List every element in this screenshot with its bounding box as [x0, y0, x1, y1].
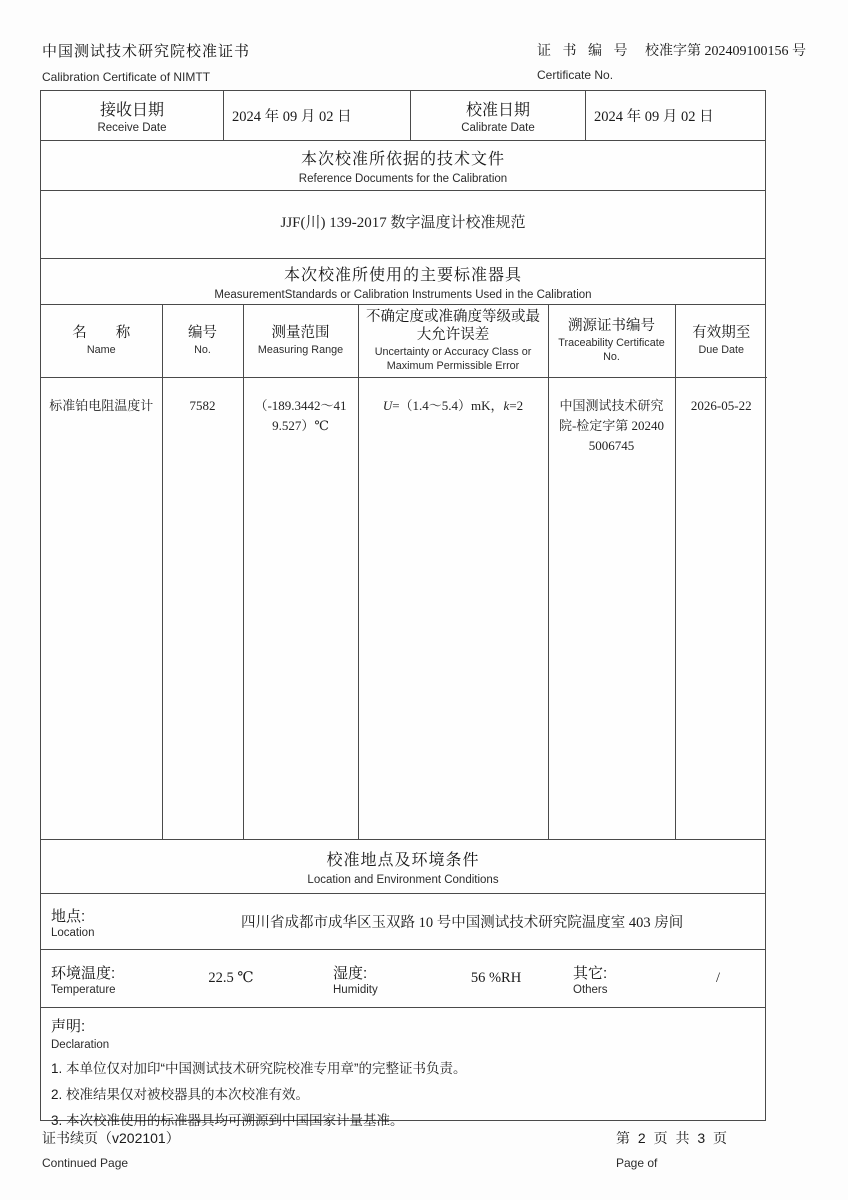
document-title-en: Calibration Certificate of NIMTT — [42, 70, 211, 84]
declaration-item-2: 2. 校准结果仅对被校器具的本次校准有效。 — [51, 1087, 310, 1102]
certificate-number-label-cn: 证 书 编 号 — [537, 44, 632, 59]
page-header — [42, 40, 806, 84]
standards-table — [41, 305, 765, 840]
header-title-block — [42, 40, 250, 84]
certificate-number-value: 校准字第 202409100156 号 — [645, 44, 806, 59]
temperature-value: 22.5 ℃ — [208, 970, 254, 986]
standards-title: 本次校准所使用的主要标准器具 MeasurementStandards or Calibration Instruments Used in the Calibration — [41, 259, 765, 305]
calibrate-date-label: 校准日期 Calibrate Date — [411, 91, 586, 140]
receive-date-label: 接收日期 Receive Date — [41, 91, 224, 140]
declaration-title-cn: 声明: — [51, 1018, 86, 1035]
reference-document-value: JJF(川) 139-2017 数字温度计校准规范 — [41, 191, 765, 259]
continued-page-label-cn: 证书续页（v202101） — [42, 1130, 180, 1146]
others-value: / — [715, 970, 721, 986]
col-header-name: 名 称 Name — [41, 305, 162, 377]
humidity-value: 56 %RH — [470, 970, 522, 986]
location-value: 四川省成都市成华区玉双路 10 号中国测试技术研究院温度室 403 房间 — [241, 915, 684, 931]
certificate-number-label-en: Certificate No. — [537, 68, 614, 82]
footer-left — [42, 1128, 180, 1170]
declaration-item-1: 1. 本单位仅对加印“中国测试技术研究院校准专用章”的完整证书负责。 — [51, 1061, 467, 1076]
location-environment-title: 校准地点及环境条件 Location and Environment Conditions — [41, 840, 765, 894]
declaration-title-en: Declaration — [51, 1039, 110, 1051]
col-header-due-date: 有效期至 Due Date — [675, 305, 767, 377]
environment-row — [41, 950, 765, 1008]
col-header-traceability: 溯源证书编号 Traceability Certificate No. — [548, 305, 675, 377]
cell-traceability-no: 中国测试技术研究院-检定字第 202405006745 — [548, 377, 675, 839]
receive-date-value: 2024 年 09 月 02 日 — [224, 91, 411, 140]
cell-uncertainty: U=（1.4～5.4）mK，k=2 — [358, 377, 548, 839]
col-header-measuring-range: 测量范围 Measuring Range — [243, 305, 358, 377]
cell-instrument-name: 标准铂电阻温度计 — [41, 377, 162, 839]
others-label: 其它: Others — [573, 964, 608, 996]
col-header-no: 编号 No. — [162, 305, 243, 377]
cell-measuring-range: （-189.3442～419.527）℃ — [243, 377, 358, 839]
location-label: 地点: Location — [51, 907, 95, 939]
reference-documents-title: 本次校准所依据的技术文件 Reference Documents for the Calibration — [41, 141, 765, 191]
page-number-cn: 第 2 页 共 3 页 — [616, 1130, 730, 1146]
certificate-number-block — [537, 40, 806, 84]
col-header-uncertainty: 不确定度或准确度等级或最大允许误差 Uncertainty or Accuracy Class or Maximum Permissible Error — [358, 305, 548, 377]
standards-table-header — [41, 305, 767, 377]
standards-table-row — [41, 377, 767, 839]
cell-due-date: 2026-05-22 — [690, 397, 752, 413]
calibrate-date-value: 2024 年 09 月 02 日 — [594, 109, 714, 125]
cell-instrument-no: 7582 — [162, 377, 243, 839]
declaration-item-3: 3. 本次校准使用的标准器具均可溯源到中国国家计量基准。 — [51, 1113, 404, 1128]
humidity-label: 湿度: Humidity — [333, 964, 378, 996]
continued-page-label-en: Continued Page — [42, 1156, 129, 1170]
certificate-body — [40, 90, 766, 1128]
document-title-cn: 中国测试技术研究院校准证书 — [42, 43, 251, 60]
location-row — [41, 894, 765, 950]
temperature-label: 环境温度: Temperature — [51, 964, 116, 996]
dates-row — [41, 91, 765, 141]
declaration-section — [41, 1008, 765, 1128]
page-footer — [42, 1128, 766, 1170]
footer-right — [616, 1128, 766, 1170]
page-number-en: Page of — [616, 1156, 658, 1170]
